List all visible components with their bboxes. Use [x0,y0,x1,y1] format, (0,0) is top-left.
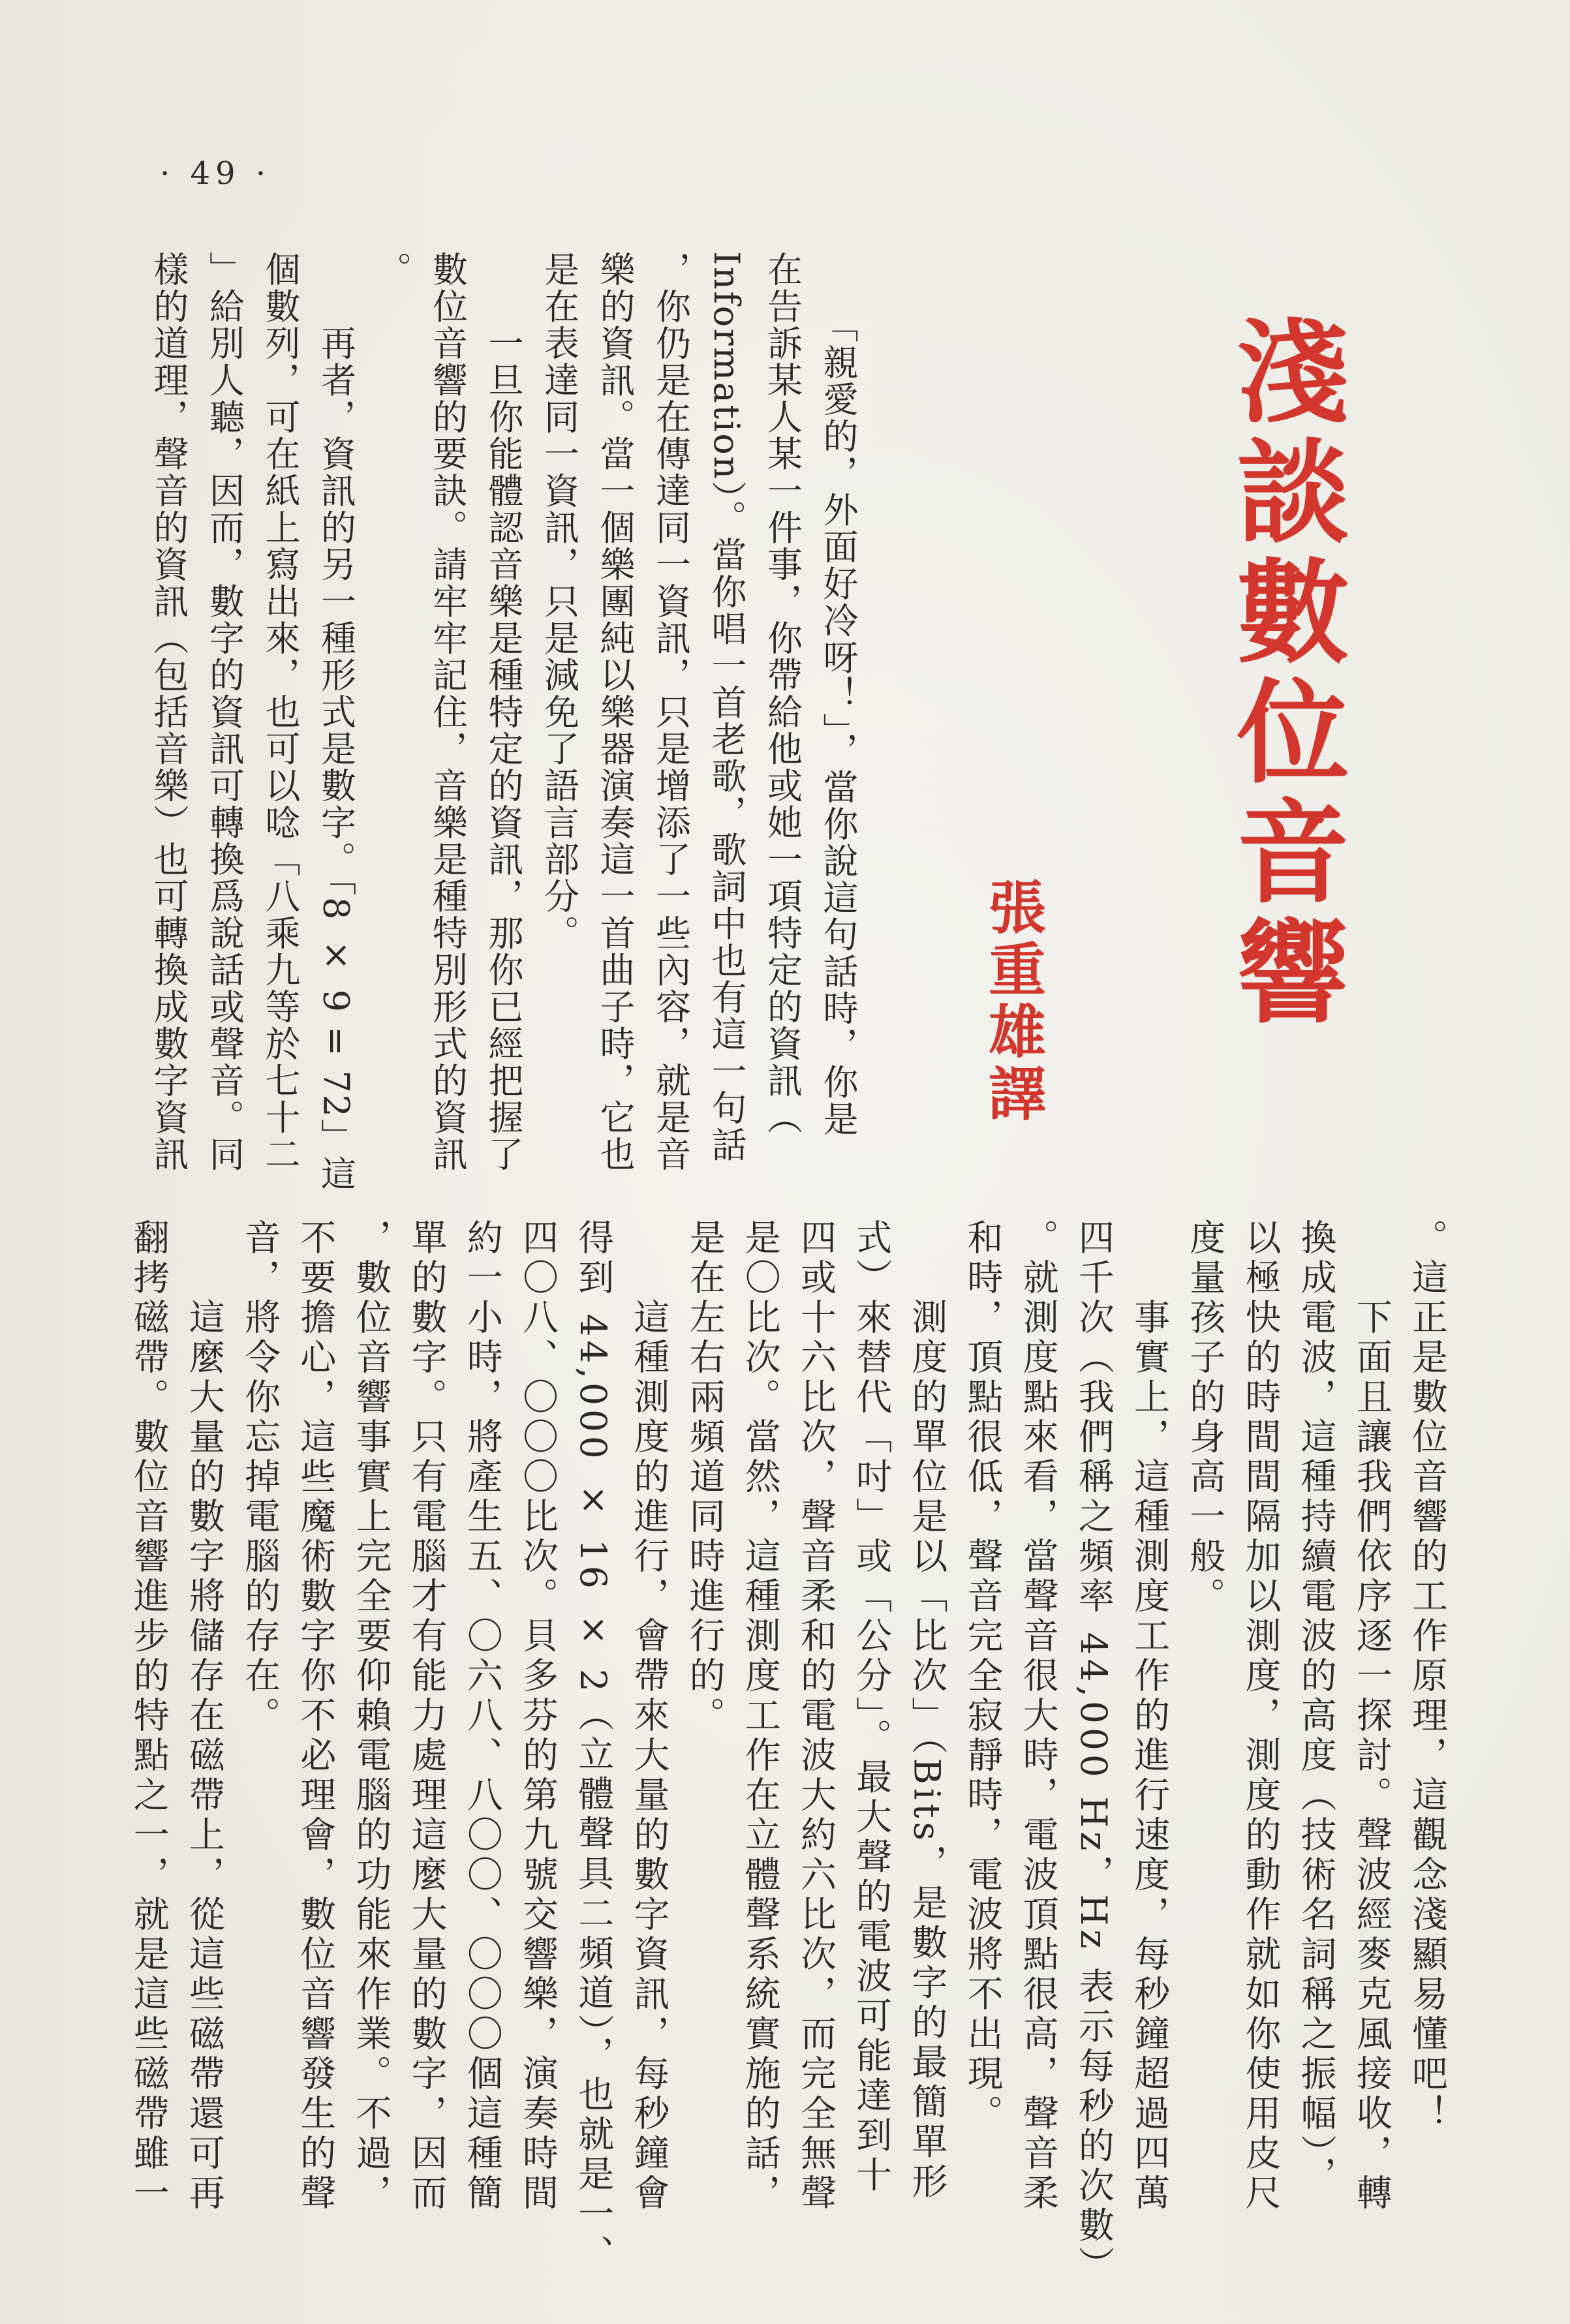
text-column: 。這正是數位音響的工作原理，這觀念淺顯易懂吧！ [1406,1219,1448,2134]
text-column: 。就測度點來看，當聲音很大時，電波頂點很高，聲音柔 [1017,1219,1059,2214]
text-column: 事實上，這種測度工作的進行速度，每秒鐘超過四萬 [1128,1219,1171,2214]
text-column: 是在表達同一資訊，只是減免了語言部分。 [538,251,580,952]
text-column: 樣的道理，聲音的資訊（包括音樂）也可轉換成數字資訊 [148,251,189,1173]
text-column: 和時，頂點很低，聲音完全寂靜時，電波將不出現。 [961,1219,1004,2134]
text-column: 四〇八、〇〇〇比次。貝多芬的第九號交響樂，演奏時間 [517,1219,559,2214]
text-column: 再者，資訊的另一種形式是數字。「8 × 9 = 72」這 [315,251,357,1193]
text-column: 是〇比次。當然，這種測度工作在立體聲系統實施的話， [739,1219,781,2214]
text-column: 單的數字。只有電腦才有能力處理這麼大量的數字，因而 [405,1219,448,2214]
text-column: 度量孩子的身高一般。 [1184,1219,1226,1617]
text-column: 這麼大量的數字將儲存在磁帶上，從這些磁帶還可再 [183,1219,225,2214]
text-column: 。 [371,251,412,288]
text-column: 四千次（我們稱之頻率 44,000 Hz，Hz 表示每秒的次數） [1072,1219,1115,2286]
text-column: 數位音響的要訣。請牢牢記住，音樂是種特別形式的資訊 [427,251,469,1173]
text-column: 」給別人聽，因而，數字的資訊可轉換爲說話或聲音。同 [204,251,245,1173]
text-column: 在告訴某人某一件事，你帶給他或她一項特定的資訊（ [762,251,803,1136]
text-column: ，數位音響事實上完全要仰賴電腦的功能來作業。不過， [350,1219,392,2214]
text-column: 四或十六比次，聲音柔和的電波大約六比次，而完全無聲 [794,1219,837,2214]
text-column: 下面且讓我們依序逐一探討。聲波經麥克風接收，轉 [1350,1219,1393,2214]
text-column: 音，將令你忘掉電腦的存在。 [239,1219,281,1736]
text-column: 一旦你能體認音樂是種特定的資訊，那你已經把握了 [483,251,524,1173]
text-column: 不要擔心，這些魔術數字你不必理會，數位音響發生的聲 [294,1219,337,2214]
text-column: 換成電波，這種持續電波的高度（技術名詞稱之振幅）， [1295,1219,1337,2196]
text-column: Information）。當你唱一首老歌，歌詞中也有這一句話 [706,251,747,1164]
text-column: ，你仍是在傳達同一資訊，只是增添了一些內容，就是音 [650,251,692,1173]
text-column: 個數列，可在紙上寫出來，也可以唸「八乘九等於七十二 [260,251,301,1173]
text-column: 這種測度的進行，會帶來大量的數字資訊，每秒鐘會 [628,1219,670,2214]
page-number: · 49 · [160,155,271,192]
text-column: 翻拷磁帶。數位音響進步的特點之一，就是這些磁帶雖一 [127,1219,170,2214]
text-column: 式）來替代「吋」或「公分」。最大聲的電波可能達到十 [850,1219,893,2196]
text-column: 以極快的時間間隔加以測度，測度的動作就如你使用皮尺 [1239,1219,1282,2214]
text-column: 約一小時，將產生五、〇六八、八〇〇、〇〇〇個這種簡 [461,1219,503,2214]
lower-text-block [120,1219,1455,2295]
article-author: 張重雄譯 [979,878,1047,1125]
article-title: 淺談數位音響 [1218,313,1351,1033]
text-column: 測度的單位是以「比次」（Bits，是數字的最簡單形 [906,1219,948,2203]
text-column: 得到 44,000 × 16 × 2（立體聲具二頻道），也就是一、 [572,1219,615,2275]
text-column: 「親愛的，外面好冷呀！」，當你說這句話時，你是 [818,251,859,1138]
text-column: 是在左右兩頻道同時進行的。 [683,1219,726,1736]
upper-text-block [140,251,866,1197]
text-column: 樂的資訊。當一個樂團純以樂器演奏這一首曲子時，它也 [594,251,636,1173]
